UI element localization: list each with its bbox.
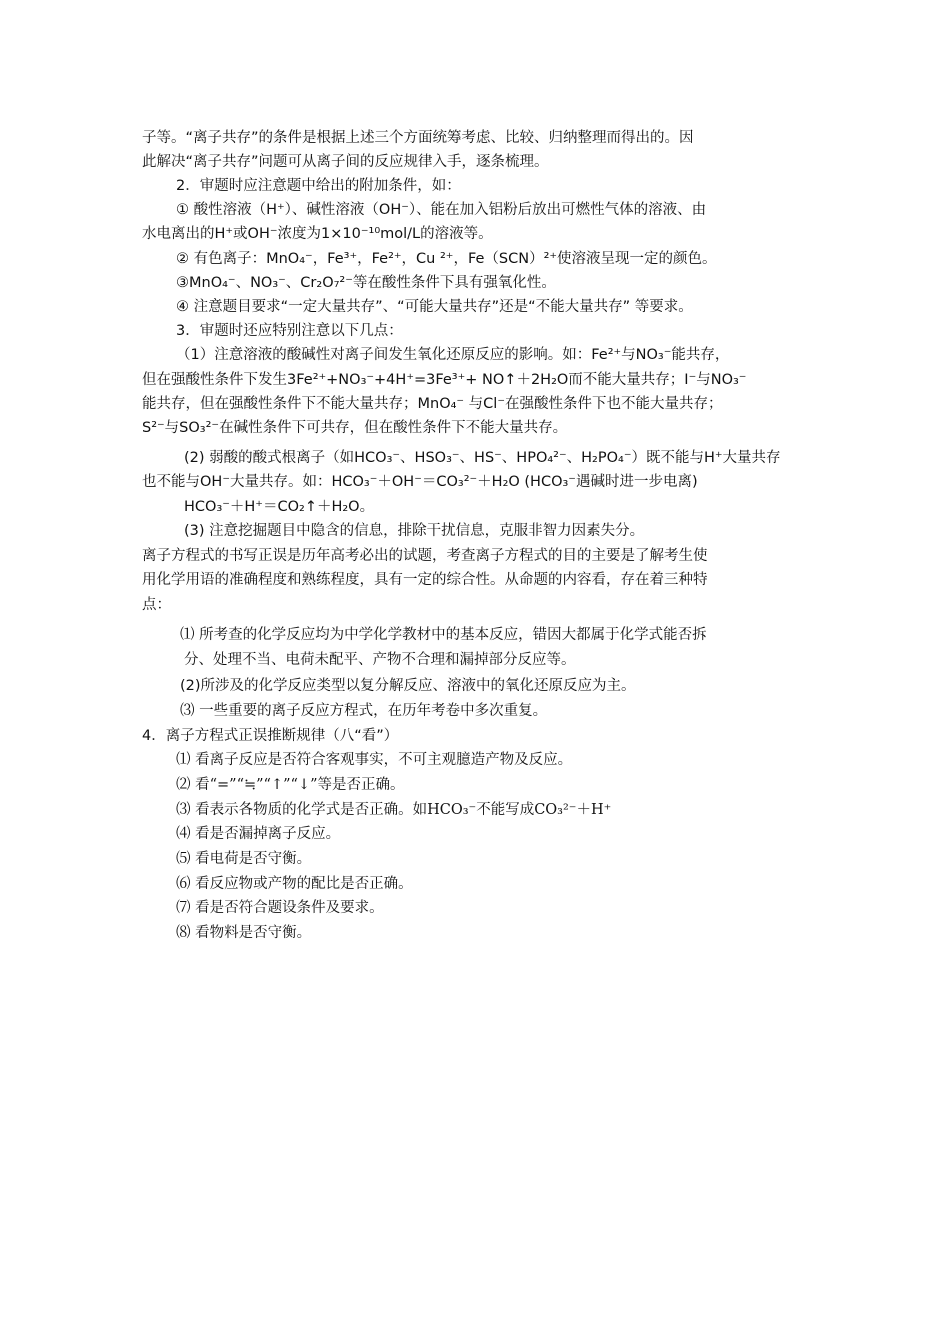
text-line: (2)所涉及的化学反应类型以复分解反应、溶液中的氧化还原反应为主。 (180, 678, 636, 694)
text-line: 点： (142, 597, 171, 613)
text-line: ⑶ 一些重要的离子反应方程式，在历年考卷中多次重复。 (180, 703, 548, 719)
text-line: 3．审题时还应特别注意以下几点： (176, 323, 403, 339)
text-line: S²⁻与SO₃²⁻在碱性条件下可共存，但在酸性条件下不能大量共存。 (142, 420, 568, 436)
text-line: HCO₃⁻＋H⁺＝CO₂↑＋H₂O。 (184, 499, 375, 515)
text-line: 但在强酸性条件下发生3Fe²⁺+NO₃⁻+4H⁺=3Fe³⁺+ NO↑＋2H₂O而不能大量共存；I⁻与NO₃⁻ (142, 372, 747, 388)
text-line: 分、处理不当、电荷未配平、产物不合理和漏掉部分反应等。 (184, 652, 576, 668)
text-line: 水电离出的H⁺或OH⁻浓度为1×10⁻¹⁰mol/L的溶液等。 (142, 226, 493, 242)
text-line: 此解决“离子共存”问题可从离子间的反应规律入手，逐条梳理。 (142, 154, 549, 170)
text-line: 也不能与OH⁻大量共存。如：HCO₃⁻＋OH⁻＝CO₃²⁻＋H₂O (HCO₃⁻遇碱时进一步电离) (142, 474, 698, 490)
text-line: 子等。“离子共存”的条件是根据上述三个方面统筹考虑、比较、归纳整理而得出的。因 (142, 130, 694, 146)
rule-item: ⑶ 看表示各物质的化学式是否正确。如HCO₃⁻不能写成CO₃²⁻＋H⁺ (176, 802, 612, 818)
section-heading: 4．离子方程式正误推断规律（八“看”） (142, 728, 399, 744)
text-line: ⑴ 所考查的化学反应均为中学化学教材中的基本反应，错因大都属于化学式能否拆 (180, 627, 707, 643)
text-line: ④ 注意题目要求“一定大量共存”、“可能大量共存”还是“不能大量共存” 等要求。 (176, 299, 693, 315)
rule-item: ⑻ 看物料是否守衡。 (176, 925, 312, 941)
rule-item: ⑸ 看电荷是否守衡。 (176, 851, 312, 867)
text-line: (3) 注意挖掘题目中隐含的信息，排除干扰信息，克服非智力因素失分。 (184, 523, 645, 539)
rule-item: ⑴ 看离子反应是否符合客观事实，不可主观臆造产物及反应。 (176, 752, 573, 768)
rule-item: ⑺ 看是否符合题设条件及要求。 (176, 900, 384, 916)
text-line: (2) 弱酸的酸式根离子（如HCO₃⁻、HSO₃⁻、HS⁻、HPO₄²⁻、H₂PO₄⁻）既不能与H⁺大量共存 (184, 450, 781, 466)
text-line: ② 有色离子：MnO₄⁻，Fe³⁺，Fe²⁺，Cu ²⁺，Fe（SCN）²⁺使溶液呈现一定的颜色。 (176, 251, 717, 267)
rule-item: ⑹ 看反应物或产物的配比是否正确。 (176, 876, 413, 892)
text-line: （1）注意溶液的酸碱性对离子间发生氧化还原反应的影响。如：Fe²⁺与NO₃⁻能共存， (176, 347, 730, 363)
rule-item: ⑵ 看“=”“≒”“↑”“↓”等是否正确。 (176, 777, 405, 793)
text-line: 2．审题时应注意题中给出的附加条件，如： (176, 178, 461, 194)
rule-item: ⑷ 看是否漏掉离子反应。 (176, 826, 341, 842)
text-line: ③MnO₄⁻、NO₃⁻、Cr₂O₇²⁻等在酸性条件下具有强氧化性。 (176, 275, 556, 291)
text-line: ① 酸性溶液（H⁺）、碱性溶液（OH⁻）、能在加入铝粉后放出可燃性气体的溶液、由 (176, 202, 707, 218)
text-line: 能共存，但在强酸性条件下不能大量共存；MnO₄⁻ 与Cl⁻在强酸性条件下也不能大量共存； (142, 396, 723, 412)
text-line: 离子方程式的书写正误是历年高考必出的试题，考查离子方程式的目的主要是了解考生使 (142, 548, 708, 564)
text-line: 用化学用语的准确程度和熟练程度，具有一定的综合性。从命题的内容看，存在着三种特 (142, 572, 708, 588)
